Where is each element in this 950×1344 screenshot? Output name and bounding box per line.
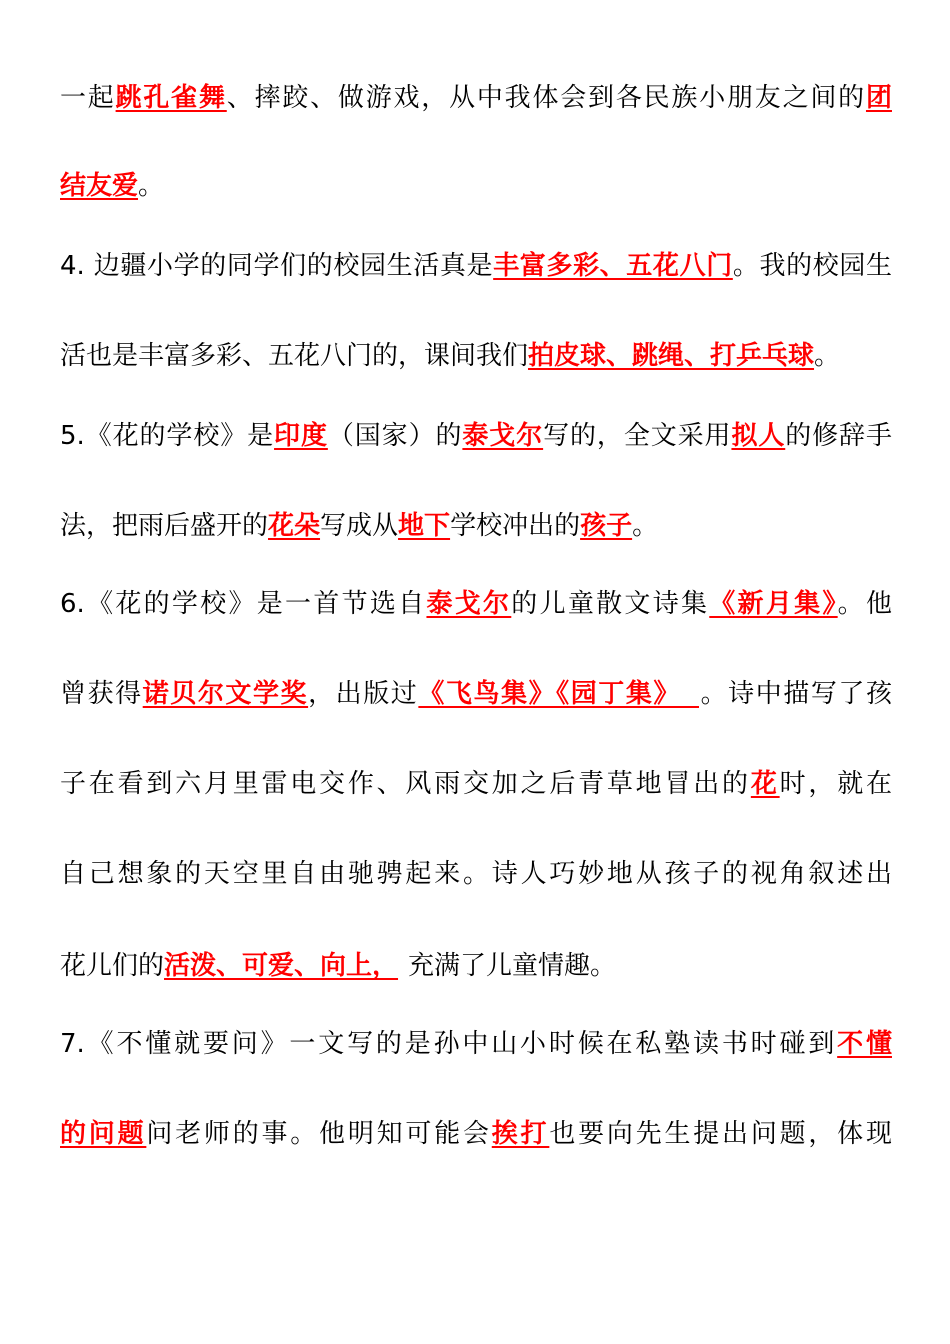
answer-blank: 丰富多彩、五花八门 [493, 251, 733, 281]
answer-blank: 《飞鸟集》《园丁集》 [418, 679, 682, 709]
answer-blank: 团 [865, 83, 892, 113]
answer-blank: 《新月集》 [709, 589, 838, 619]
text-line: 一起跳孔雀舞、摔跤、做游戏，从中我体会到各民族小朋友之间的团 [60, 83, 892, 113]
text-line: 6.《花的学校》是一首节选自泰戈尔的儿童散文诗集《新月集》。他 [60, 589, 892, 619]
answer-blank: 的问题 [60, 1119, 147, 1149]
text-line: 自己想象的天空里自由驰骋起来。诗人巧妙地从孩子的视角叙述出 [60, 859, 892, 889]
answer-blank: 拍皮球、跳绳、打乒乓球 [528, 341, 815, 371]
answer-blank: 不懂 [837, 1029, 892, 1059]
answer-blank: 挨打 [491, 1119, 550, 1149]
answer-blank: 地下 [398, 511, 451, 541]
text-line: 法，把雨后盛开的花朵写成从地下学校冲出的孩子。 [60, 511, 659, 541]
answer-blank: 活泼、可爱、向上， [164, 951, 399, 981]
blank-underline [681, 676, 699, 708]
answer-blank: 结友爱 [60, 171, 139, 201]
text-line: 4. 边疆小学的同学们的校园生活真是丰富多彩、五花八门。我的校园生 [60, 251, 892, 281]
answer-blank: 跳孔雀舞 [115, 83, 227, 113]
answer-blank: 泰戈尔 [462, 421, 544, 451]
answer-blank: 印度 [274, 421, 328, 451]
answer-blank: 花 [750, 769, 780, 799]
answer-blank: 拟人 [731, 421, 786, 451]
answer-blank: 孩子 [580, 511, 633, 541]
answer-blank: 泰戈尔 [426, 589, 512, 619]
answer-blank: 花朵 [268, 511, 321, 541]
text-line: 5.《花的学校》是印度（国家）的泰戈尔写的，全文采用拟人的修辞手 [60, 421, 892, 451]
text-line: 7.《不懂就要问》一文写的是孙中山小时候在私塾读书时碰到不懂 [60, 1029, 892, 1059]
text-line: 活也是丰富多彩、五花八门的，课间我们拍皮球、跳绳、打乒乓球。 [60, 341, 841, 371]
text-line: 曾获得诺贝尔文学奖，出版过《飞鸟集》《园丁集》 。诗中描写了孩 [60, 674, 892, 714]
text-line: 花儿们的活泼、可爱、向上， 充满了儿童情趣。 [60, 951, 617, 981]
text-line: 子在看到六月里雷电交作、风雨交加之后青草地冒出的花时，就在 [60, 769, 892, 799]
answer-blank: 诺贝尔文学奖 [142, 679, 309, 709]
text-line: 的问题问老师的事。他明知可能会挨打也要向先生提出问题，体现 [60, 1119, 892, 1149]
text-line: 结友爱。 [60, 171, 165, 201]
